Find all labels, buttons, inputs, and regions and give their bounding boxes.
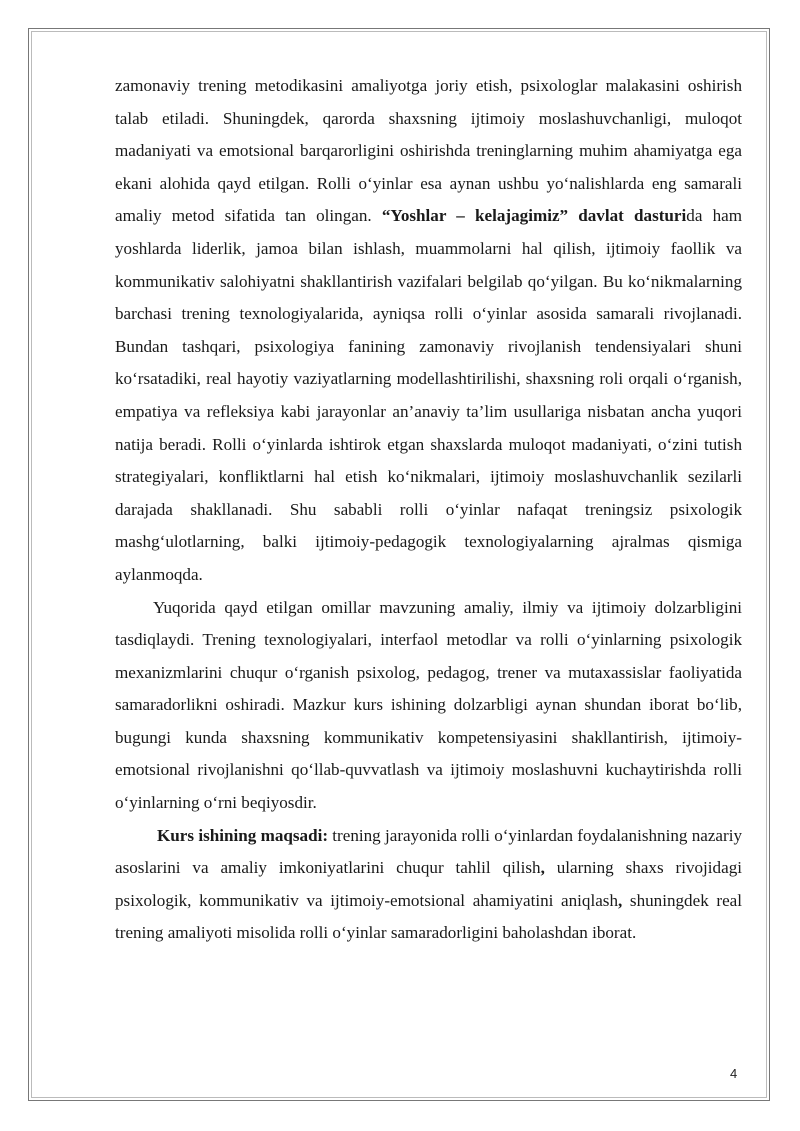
bold-comma: , [540, 858, 545, 878]
document-body [115, 70, 742, 950]
text-segment: trening jarayonida rolli o‘yinlardan foydalanishning nazariy asoslarini va amaliy imkoniyatlarini chuqur tahlil qilish [115, 825, 742, 878]
bold-comma: , [618, 890, 623, 910]
bold-goal-heading: Kurs ishining maqsadi: [157, 825, 329, 845]
paragraph-1 [115, 70, 742, 592]
text-segment: Yuqorida qayd etilgan omillar mavzuning amaliy, ilmiy va ijtimoiy dolzarbligini tasdiqlaydi. Trening texnologiyalari, interfaol metodlar va rolli o‘yinlarning psixologik mexanizmlarini chuqur o‘rganish psixolog, pedagog, trener va mutaxassislar faoliyatida samaradorlikni oshiradi. Mazkur kurs ishining dolzarbligi aynan shundan iborat bo‘lib, bugungi kunda shaxsning kommunikativ kompetensiyasini shakllantirish, ijtimoiy-emotsional rivojlanishni qo‘llab-quvvatlash va ijtimoiy moslashuvni kuchaytirishda rolli o‘yinlarning o‘rni beqiyosdir. [115, 597, 742, 813]
text-segment: shuningdek real trening amaliyoti misolida rolli o‘yinlar samaradorligini baholashdan iborat. [115, 890, 742, 943]
page-number: 4 [730, 1066, 738, 1081]
text-segment: da ham yoshlarda liderlik, jamoa bilan ishlash, muammolarni hal qilish, ijtimoiy faollik va kommunikativ salohiyatni shakllantirish vazifalari belgilab qo‘yilgan. Bu ko‘nikmalarning barchasi trening texnologiyalarida, ayniqsa rolli o‘yinlar asosida samarali rivojlanadi. Bundan tashqari, psixologiya fanining zamonaviy rivojlanish tendensiyalari shuni ko‘rsatadiki, real hayotiy vaziyatlarning modellashtirilishi, shaxsning roli orqali o‘rganish, empatiya va refleksiya kabi jarayonlar an’anaviy ta’lim usullariga nisbatan ancha yuqori natija beradi. Rolli o‘yinlarda ishtirok etgan shaxslarda muloqot madaniyati, o‘zini tutish strategiyalari, konfliktlarni hal etish ko‘nikmalari, ijtimoiy moslashuvchanlik sezilarli darajada shakllanadi. Shu sababli rolli o‘yinlar nafaqat treningsiz psixologik mashg‘ulotlarning, balki ijtimoiy-pedagogik texnologiyalarning ajralmas qismiga aylanmoqda. [115, 206, 743, 584]
text-segment: ularning shaxs rivojidagi psixologik, kommunikativ va ijtimoiy-emotsional ahamiyatini aniqlash [115, 858, 742, 910]
paragraph-2 [115, 592, 742, 820]
text-segment: zamonaviy trening metodikasini amaliyotga joriy etish, psixologlar malakasini oshirish talab etiladi. Shuningdek, qarorda shaxsning ijtimoiy moslashuvchanligi, muloqot madaniyati va emotsional barqarorligini oshirishda treninglarning muhim ahamiyatga ega ekani alohida qayd etilgan. Rolli o‘yinlar esa aynan ushbu yo‘nalishlarda eng samarali amaliy metod sifatida tan olingan. [115, 76, 742, 226]
paragraph-3 [115, 820, 742, 950]
bold-program-name: “Yoshlar – kelajagimiz” davlat dasturi [381, 206, 687, 226]
